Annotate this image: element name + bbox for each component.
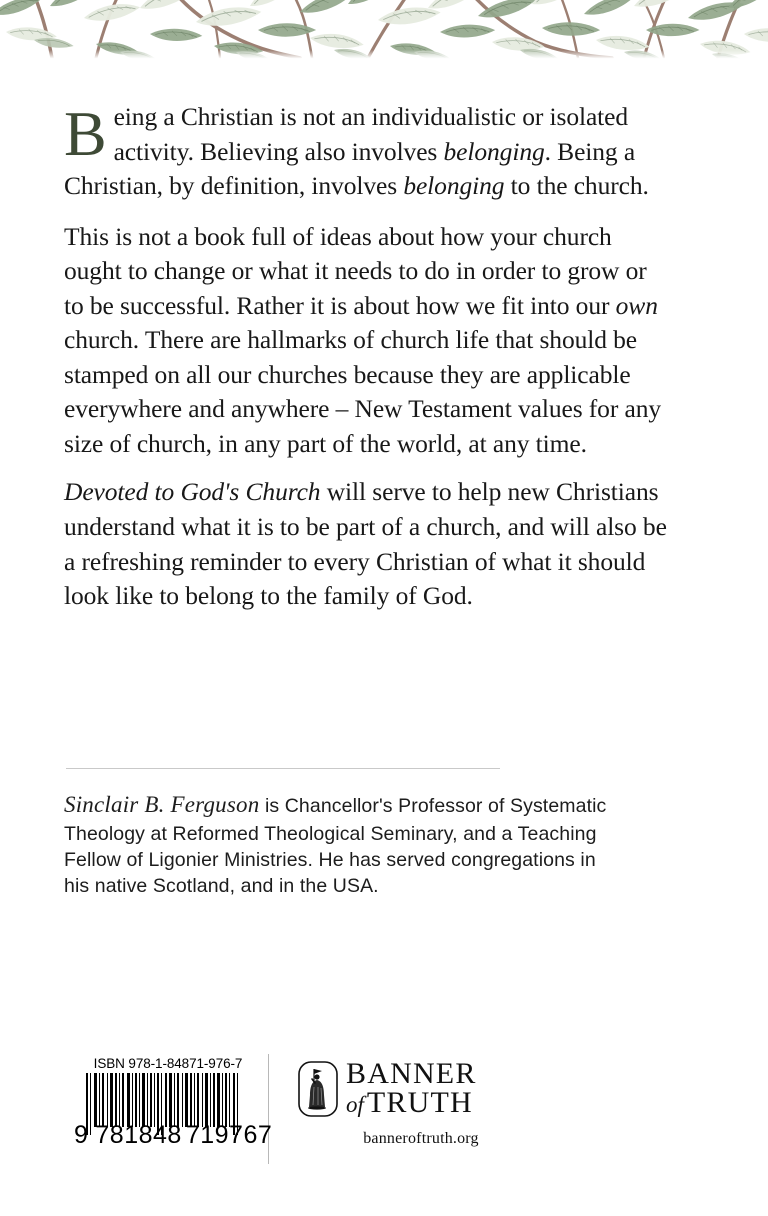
bio-divider-rule (66, 768, 500, 769)
author-name: Sinclair B. Ferguson (64, 792, 260, 817)
publisher-line-1: BANNER (346, 1057, 477, 1090)
blurb-p3-text: will serve to help new Christians understand what it is to be part of a church, and will also be a refreshing reminder to every Christian of what it should look like to belong to the family of God. (64, 477, 667, 611)
drop-cap: B (64, 98, 107, 169)
author-bio-text: is Chancellor's Professor of Systematic Theology at Reformed Theological Seminary, and a Teaching Fellow of Ligonier Ministries. He has served congregations in his native Scotland, and in the USA. (64, 795, 607, 898)
ean-digits (74, 1121, 273, 1150)
blurb-p1-italic-1: belonging (443, 136, 545, 166)
publisher-truth-word: TRUTH (366, 1085, 473, 1119)
blurb-p2-text-a: This is not a book full of ideas about how your church ought to change or what it needs to do in order to grow or to be successful. Rather it is about how we fit into our (64, 221, 647, 320)
blurb-paragraph-1 (64, 100, 668, 204)
blurb-paragraph-2 (64, 220, 668, 462)
cover-footer (0, 1046, 768, 1176)
author-bio (64, 790, 624, 900)
back-cover-blurb (64, 100, 668, 628)
publisher-logo (298, 1057, 528, 1148)
publisher-line-2 (346, 1085, 477, 1119)
publisher-wordmark (346, 1057, 477, 1119)
isbn-label: ISBN 978-1-84871-976-7 (93, 1056, 243, 1071)
blurb-p1-text: eing a Christian is not an individualistic or isolated activity. Believing also involves (113, 102, 629, 166)
ean-lead-digit: 9 (74, 1121, 89, 1149)
top-decorative-border (0, 0, 768, 60)
blurb-paragraph-3 (64, 475, 668, 613)
willow-bough-leaf-pattern-icon (0, 0, 768, 60)
book-title-mention: Devoted to God's Church (64, 477, 321, 507)
publisher-of-word: of (346, 1091, 364, 1117)
publisher-url: banneroftruth.org (363, 1129, 479, 1147)
ean-group-1: 781848 (95, 1121, 182, 1149)
blurb-p2-text-b: church. There are hallmarks of church life that should be stamped on all our churches because they are applicable everywhere and anywhere – New Testament values for any size of church, in any part of the world, at any time. (64, 325, 662, 458)
ean-group-2: 719767 (185, 1121, 273, 1149)
blurb-p1-italic-2: belonging (403, 171, 505, 201)
blurb-p2-italic: own (615, 290, 658, 320)
blurb-p1-end: to the church. (504, 171, 649, 201)
blurb-p1-mid: . Being a Christian, by definition, involves (64, 136, 636, 201)
banner-bearer-emblem-icon (298, 1061, 338, 1117)
barcode-block (74, 1056, 273, 1150)
